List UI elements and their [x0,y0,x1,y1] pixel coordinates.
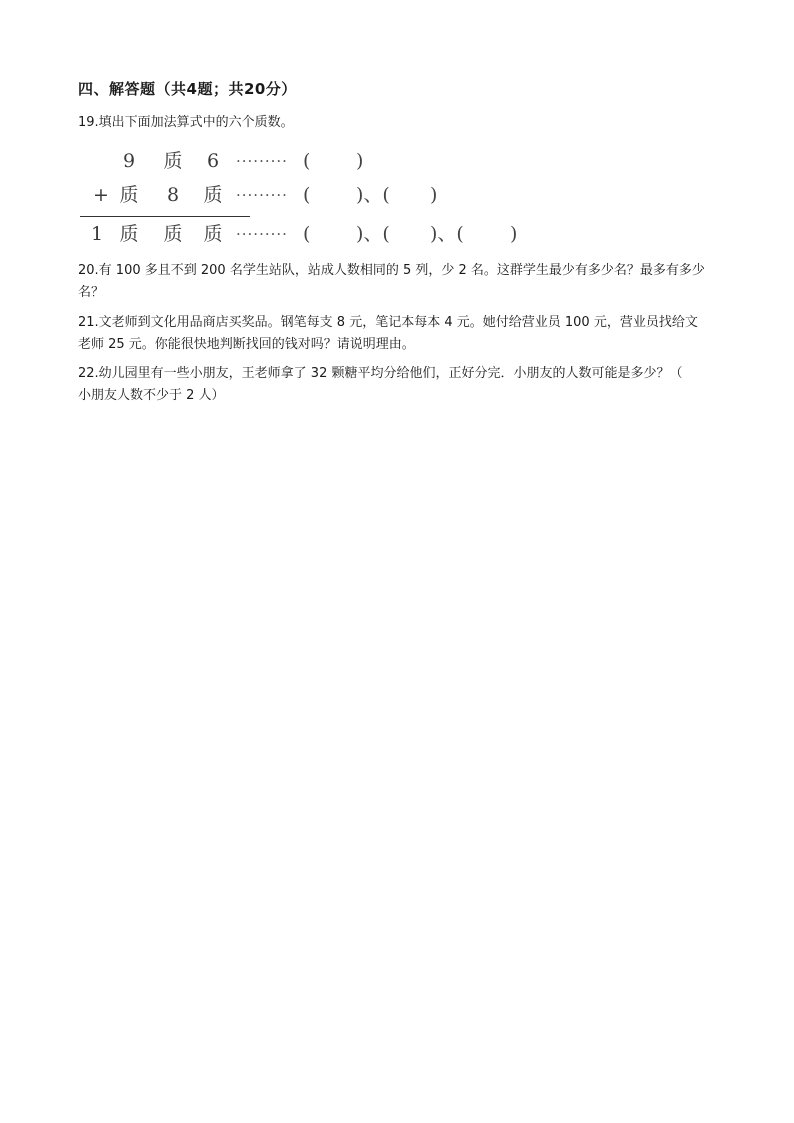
question-20 [78,260,728,304]
question-21 [78,312,728,356]
row3-dots: ········· [236,225,288,243]
question-22-line-1: 22.幼儿园里有一些小朋友，王老师拿了 32 颗糖平均分给他们，正好分完．小朋友的人数可能是多少？（ [78,366,683,381]
row1-digit-3: 6 [206,150,220,172]
question-22-line-2: 小朋友人数不少于 2 人） [78,388,225,403]
row1-digit-2: 质 [163,150,183,172]
sum-line [80,216,250,217]
row2-digit-3: 质 [203,184,223,206]
row3-digit-1: 1 [90,223,104,245]
row1-digit-1: 9 [122,150,136,172]
row1-dots: ········· [236,152,288,170]
row3-sep-paren-2: )、( [430,223,464,245]
row2-digit-2: 8 [166,184,180,206]
question-19: 19.填出下面加法算式中的六个质数。 [78,115,294,130]
row2-open-paren: ( [303,184,311,206]
row3-digit-3: 质 [163,223,183,245]
section-title: 四、解答题（共4题；共20分） [78,80,297,98]
row3-digit-4: 质 [203,223,223,245]
question-22 [78,363,728,407]
question-20-line-2: 名？ [78,285,105,300]
question-21-line-1: 21.文老师到文化用品商店买奖品。钢笔每支 8 元，笔记本每本 4 元。她付给营业员 100 元，营业员找给文 [78,315,698,330]
addition-figure [78,142,538,252]
question-20-line-1: 20.有 100 多且不到 200 名学生站队，站成人数相同的 5 列，少 2 名。这群学生最少有多少名？最多有多少 [78,263,705,278]
plus-sign: + [93,184,109,206]
row3-digit-2: 质 [119,223,139,245]
row1-open-paren: ( [303,150,311,172]
row3-open-paren: ( [303,223,311,245]
question-21-line-2: 老师 25 元。你能很快地判断找回的钱对吗？请说明理由。 [78,337,415,352]
row3-sep-paren-1: )、( [356,223,390,245]
row3-close-paren: ) [510,223,518,245]
row2-sep-paren: )、( [356,184,390,206]
row2-dots: ········· [236,186,288,204]
row1-close-paren: ) [356,150,364,172]
row2-close-paren: ) [430,184,438,206]
row2-digit-1: 质 [119,184,139,206]
